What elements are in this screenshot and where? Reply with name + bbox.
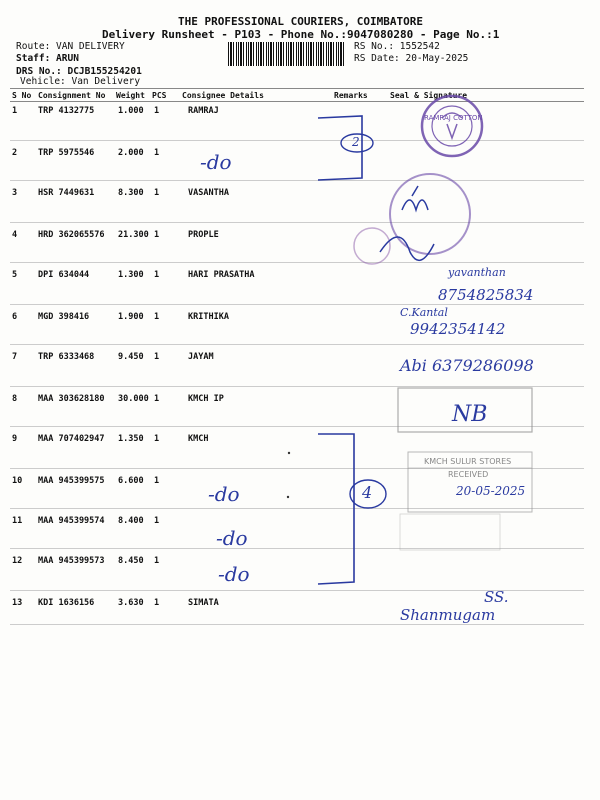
row-4-pcs: 1 — [154, 230, 160, 240]
row-5-weight: 1.300 — [118, 270, 144, 280]
drs-number: DRS No.: DCJB155254201 — [16, 66, 142, 77]
row-6-pcs: 1 — [154, 312, 160, 322]
row-8-sno: 8 — [12, 394, 18, 404]
rs-date: RS Date: 20-May-2025 — [354, 53, 469, 64]
ditto-row-2: -do — [200, 150, 232, 174]
row-7-sno: 7 — [12, 352, 18, 362]
row-13-weight: 3.630 — [118, 598, 144, 608]
round-stamp-3 — [390, 174, 470, 254]
kmch-stamp-text: KMCH SULUR STORES — [424, 457, 512, 466]
phone-row-5: 8754825834 — [438, 286, 534, 304]
route-label: Route: VAN DELIVERY — [16, 41, 125, 52]
runsheet-subtitle: Delivery Runsheet - P103 - Phone No.:9047080280 - Page No.:1 — [102, 28, 500, 41]
row-1-pcs: 1 — [154, 106, 160, 116]
row-7-pcs: 1 — [154, 352, 160, 362]
row-4-weight: 21.300 — [118, 230, 149, 240]
row-8-consignee: KMCH IP — [188, 394, 224, 404]
row-6-consignee: KRITHIKA — [188, 312, 229, 322]
ditto-row-10: -do — [208, 482, 240, 506]
phone-row-7: Abi 6379286098 — [400, 356, 534, 375]
kmch-received-text: RECEIVED — [448, 470, 489, 479]
col-remarks: Remarks — [334, 91, 368, 100]
signature-row-13b: SS. — [484, 588, 509, 606]
row-10-weight: 6.600 — [118, 476, 144, 486]
row-6-weight: 1.900 — [118, 312, 144, 322]
row-12-pcs: 1 — [154, 556, 160, 566]
col-sno: S No — [12, 91, 32, 100]
phone-row-6: 9942354142 — [410, 320, 506, 338]
row-2-sno: 2 — [12, 148, 18, 158]
signature-row-3-4 — [380, 186, 434, 260]
row-8-consignment: MAA 303628180 — [38, 394, 105, 404]
ditto-row-12: -do — [218, 562, 250, 586]
row-1-consignee: RAMRAJ — [188, 106, 219, 116]
row-10-consignment: MAA 945399575 — [38, 476, 105, 486]
row-3-sno: 3 — [12, 188, 18, 198]
row-2-pcs: 1 — [154, 148, 160, 158]
ramraj-stamp-text: RAMRAJ COTTON — [424, 114, 483, 122]
circle-4-label: 4 — [362, 483, 373, 502]
row-11-weight: 8.400 — [118, 516, 144, 526]
row-13-consignee: SIMATA — [188, 598, 219, 608]
row-3-pcs: 1 — [154, 188, 160, 198]
row-8-weight: 30.000 — [118, 394, 149, 404]
row-5-sno: 5 — [12, 270, 18, 280]
name-row-6: C.Kantal — [400, 306, 448, 319]
row-12-weight: 8.450 — [118, 556, 144, 566]
faint-stamp-11 — [400, 514, 500, 550]
row-4-consignment: HRD 362065576 — [38, 230, 105, 240]
row-12-consignment: MAA 945399573 — [38, 556, 105, 566]
col-seal-signature: Seal & Signature — [390, 91, 468, 100]
kmch-stamp-date: 20-05-2025 — [456, 484, 526, 498]
row-1-weight: 1.000 — [118, 106, 144, 116]
row-4-sno: 4 — [12, 230, 18, 240]
row-4-consignee: PROPLE — [188, 230, 219, 240]
row-3-weight: 8.300 — [118, 188, 144, 198]
bracket-rows-9-12 — [318, 434, 354, 584]
ramraj-stamp — [422, 96, 482, 156]
row-9-consignment: MAA 707402947 — [38, 434, 105, 444]
col-consignee: Consignee Details — [182, 91, 264, 100]
row-11-sno: 11 — [12, 516, 23, 526]
row-6-consignment: MGD 398416 — [38, 312, 90, 322]
ditto-row-11: -do — [216, 526, 248, 550]
rs-number: RS No.: 1552542 — [354, 41, 440, 52]
row-9-sno: 9 — [12, 434, 18, 444]
row-2-weight: 2.000 — [118, 148, 144, 158]
signature-row-13: Shanmugam — [400, 606, 496, 624]
row-1-consignment: TRP 4132775 — [38, 106, 95, 116]
row-8-pcs: 1 — [154, 394, 160, 404]
signature-row-8: NB — [452, 402, 488, 427]
row-3-consignee: VASANTHA — [188, 188, 229, 198]
vehicle-label: Vehicle: Van Delivery — [20, 76, 141, 87]
col-pcs: PCS — [152, 91, 167, 100]
row-10-pcs: 1 — [154, 476, 160, 486]
row-13-pcs: 1 — [154, 598, 160, 608]
row-9-weight: 1.350 — [118, 434, 144, 444]
row-7-consignment: TRP 6333468 — [38, 352, 95, 362]
row-12-sno: 12 — [12, 556, 23, 566]
col-weight: Weight — [116, 91, 145, 100]
row-11-consignment: MAA 945399574 — [38, 516, 105, 526]
row-1-sno: 1 — [12, 106, 18, 116]
row-7-weight: 9.450 — [118, 352, 144, 362]
row-11-pcs: 1 — [154, 516, 160, 526]
row-10-sno: 10 — [12, 476, 23, 486]
staff-label: Staff: ARUN — [16, 53, 79, 64]
row-5-consignee: HARI PRASATHA — [188, 270, 255, 280]
company-title: THE PROFESSIONAL COURIERS, COIMBATORE — [178, 15, 424, 28]
row-5-pcs: 1 — [154, 270, 160, 280]
row-2-consignment: TRP 5975546 — [38, 148, 95, 158]
name-row-5: yavanthan — [448, 266, 506, 279]
row-5-consignment: DPI 634044 — [38, 270, 90, 280]
row-7-consignee: JAYAM — [188, 352, 214, 362]
circle-2-label: 2 — [352, 135, 360, 149]
row-9-pcs: 1 — [154, 434, 160, 444]
col-consignment: Consignment No — [38, 91, 106, 100]
row-9-consignee: KMCH — [188, 434, 209, 444]
row-13-sno: 13 — [12, 598, 23, 608]
row-13-consignment: KDI 1636156 — [38, 598, 95, 608]
row-3-consignment: HSR 7449631 — [38, 188, 95, 198]
row-6-sno: 6 — [12, 312, 18, 322]
